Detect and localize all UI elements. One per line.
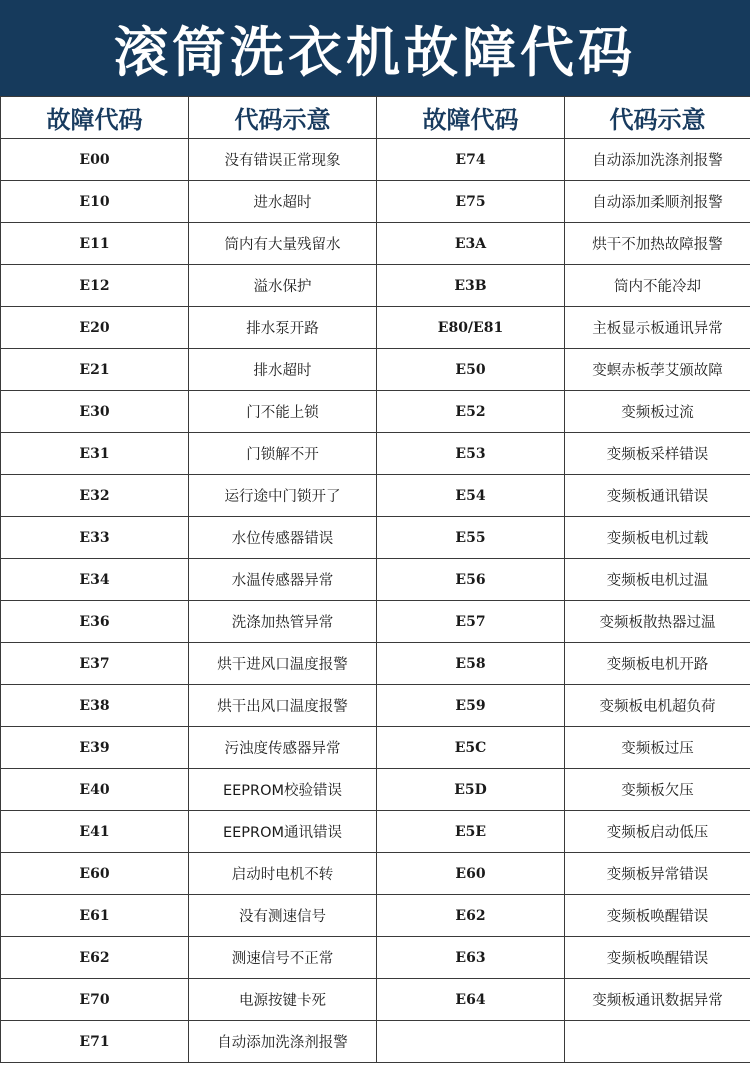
fault-code-cell: E80/E81 [377, 307, 565, 349]
fault-description-cell: 电源按键卡死 [189, 979, 377, 1021]
fault-description-cell: 运行途中门锁开了 [189, 475, 377, 517]
fault-description-cell: 水位传感器错误 [189, 517, 377, 559]
fault-description-cell: EEPROM校验错误 [189, 769, 377, 811]
fault-code-cell: E30 [1, 391, 189, 433]
fault-code-cell: E36 [1, 601, 189, 643]
fault-code-cell: E12 [1, 265, 189, 307]
title-banner [0, 0, 750, 96]
fault-code-cell: E41 [1, 811, 189, 853]
fault-code-cell: E3B [377, 265, 565, 307]
fault-description-cell: 变频板唤醒错误 [565, 937, 750, 979]
fault-code-cell: E62 [377, 895, 565, 937]
fault-description-cell: 进水超时 [189, 181, 377, 223]
fault-description-cell: 烘干出风口温度报警 [189, 685, 377, 727]
fault-description-cell: 变频板散热器过温 [565, 601, 750, 643]
fault-description-cell: 筒内有大量残留水 [189, 223, 377, 265]
fault-code-cell: E55 [377, 517, 565, 559]
fault-description-cell: 启动时电机不转 [189, 853, 377, 895]
fault-code-cell: E5C [377, 727, 565, 769]
fault-code-cell: E60 [377, 853, 565, 895]
fault-description-cell: 洗涤加热管异常 [189, 601, 377, 643]
fault-code-cell: E75 [377, 181, 565, 223]
fault-code-cell: E40 [1, 769, 189, 811]
fault-description-cell: 变频板唤醒错误 [565, 895, 750, 937]
fault-description-cell: 烘干进风口温度报警 [189, 643, 377, 685]
fault-code-cell: E32 [1, 475, 189, 517]
fault-description-cell: 变频板过流 [565, 391, 750, 433]
table-row [1, 517, 750, 559]
column-header-code-left: 故障代码 [1, 97, 189, 139]
table-row [1, 559, 750, 601]
fault-code-cell: E5E [377, 811, 565, 853]
table-row [1, 979, 750, 1021]
column-header-desc-right: 代码示意 [565, 97, 750, 139]
fault-code-cell: E37 [1, 643, 189, 685]
fault-code-table [0, 96, 750, 1063]
fault-code-cell: E33 [1, 517, 189, 559]
fault-description-cell: 变频板异常错误 [565, 853, 750, 895]
fault-description-cell: 变频板通讯错误 [565, 475, 750, 517]
fault-description-cell: 污浊度传感器异常 [189, 727, 377, 769]
fault-code-cell: E21 [1, 349, 189, 391]
fault-description-cell: 水温传感器异常 [189, 559, 377, 601]
fault-code-cell [377, 1021, 565, 1063]
fault-code-cell: E20 [1, 307, 189, 349]
fault-description-cell: 烘干不加热故障报警 [565, 223, 750, 265]
fault-description-cell: 变频板欠压 [565, 769, 750, 811]
header-row [1, 97, 750, 139]
column-header-code-right: 故障代码 [377, 97, 565, 139]
table-row [1, 1021, 750, 1063]
fault-description-cell: 变螟赤板荸艾颁故障 [565, 349, 750, 391]
fault-description-cell [565, 1021, 750, 1063]
fault-description-cell: 排水超时 [189, 349, 377, 391]
fault-code-cell: E61 [1, 895, 189, 937]
table-row [1, 643, 750, 685]
fault-code-cell: E57 [377, 601, 565, 643]
fault-description-cell: 排水泵开路 [189, 307, 377, 349]
fault-description-cell: 变频板启动低压 [565, 811, 750, 853]
fault-description-cell: 没有错误正常现象 [189, 139, 377, 181]
table-row [1, 727, 750, 769]
fault-description-cell: 筒内不能冷却 [565, 265, 750, 307]
fault-code-cell: E53 [377, 433, 565, 475]
fault-description-cell: 没有测速信号 [189, 895, 377, 937]
fault-description-cell: EEPROM通讯错误 [189, 811, 377, 853]
fault-code-cell: E11 [1, 223, 189, 265]
fault-code-cell: E34 [1, 559, 189, 601]
table-row [1, 349, 750, 391]
table-row [1, 223, 750, 265]
page-title: 滚筒洗衣机故障代码 [114, 20, 636, 84]
fault-description-cell: 自动添加洗涤剂报警 [189, 1021, 377, 1063]
table-row [1, 685, 750, 727]
fault-description-cell: 变频板通讯数据异常 [565, 979, 750, 1021]
fault-code-cell: E54 [377, 475, 565, 517]
table-row [1, 811, 750, 853]
table-row [1, 433, 750, 475]
table-row [1, 601, 750, 643]
fault-description-cell: 变频板过压 [565, 727, 750, 769]
fault-code-cell: E3A [377, 223, 565, 265]
fault-code-cell: E5D [377, 769, 565, 811]
fault-code-cell: E39 [1, 727, 189, 769]
fault-code-cell: E60 [1, 853, 189, 895]
fault-description-cell: 门不能上锁 [189, 391, 377, 433]
fault-description-cell: 自动添加洗涤剂报警 [565, 139, 750, 181]
fault-description-cell: 溢水保护 [189, 265, 377, 307]
fault-description-cell: 变频板电机过载 [565, 517, 750, 559]
fault-code-cell: E10 [1, 181, 189, 223]
table-row [1, 391, 750, 433]
fault-code-cell: E74 [377, 139, 565, 181]
fault-code-cell: E58 [377, 643, 565, 685]
table-row [1, 139, 750, 181]
fault-description-cell: 变频板电机过温 [565, 559, 750, 601]
fault-description-cell: 变频板电机开路 [565, 643, 750, 685]
fault-code-cell: E71 [1, 1021, 189, 1063]
fault-code-cell: E50 [377, 349, 565, 391]
table-row [1, 265, 750, 307]
fault-description-cell: 门锁解不开 [189, 433, 377, 475]
fault-code-cell: E59 [377, 685, 565, 727]
fault-description-cell: 变频板采样错误 [565, 433, 750, 475]
fault-description-cell: 自动添加柔顺剂报警 [565, 181, 750, 223]
table-row [1, 895, 750, 937]
table-row [1, 307, 750, 349]
table-row [1, 769, 750, 811]
fault-code-cell: E31 [1, 433, 189, 475]
fault-code-cell: E56 [377, 559, 565, 601]
fault-description-cell: 主板显示板通讯异常 [565, 307, 750, 349]
fault-code-cell: E70 [1, 979, 189, 1021]
table-row [1, 853, 750, 895]
fault-description-cell: 测速信号不正常 [189, 937, 377, 979]
table-row [1, 475, 750, 517]
fault-code-cell: E38 [1, 685, 189, 727]
fault-description-cell: 变频板电机超负荷 [565, 685, 750, 727]
fault-code-cell: E52 [377, 391, 565, 433]
fault-code-cell: E64 [377, 979, 565, 1021]
table-row [1, 937, 750, 979]
column-header-desc-left: 代码示意 [189, 97, 377, 139]
table-row [1, 181, 750, 223]
fault-code-cell: E00 [1, 139, 189, 181]
fault-code-cell: E62 [1, 937, 189, 979]
fault-code-cell: E63 [377, 937, 565, 979]
